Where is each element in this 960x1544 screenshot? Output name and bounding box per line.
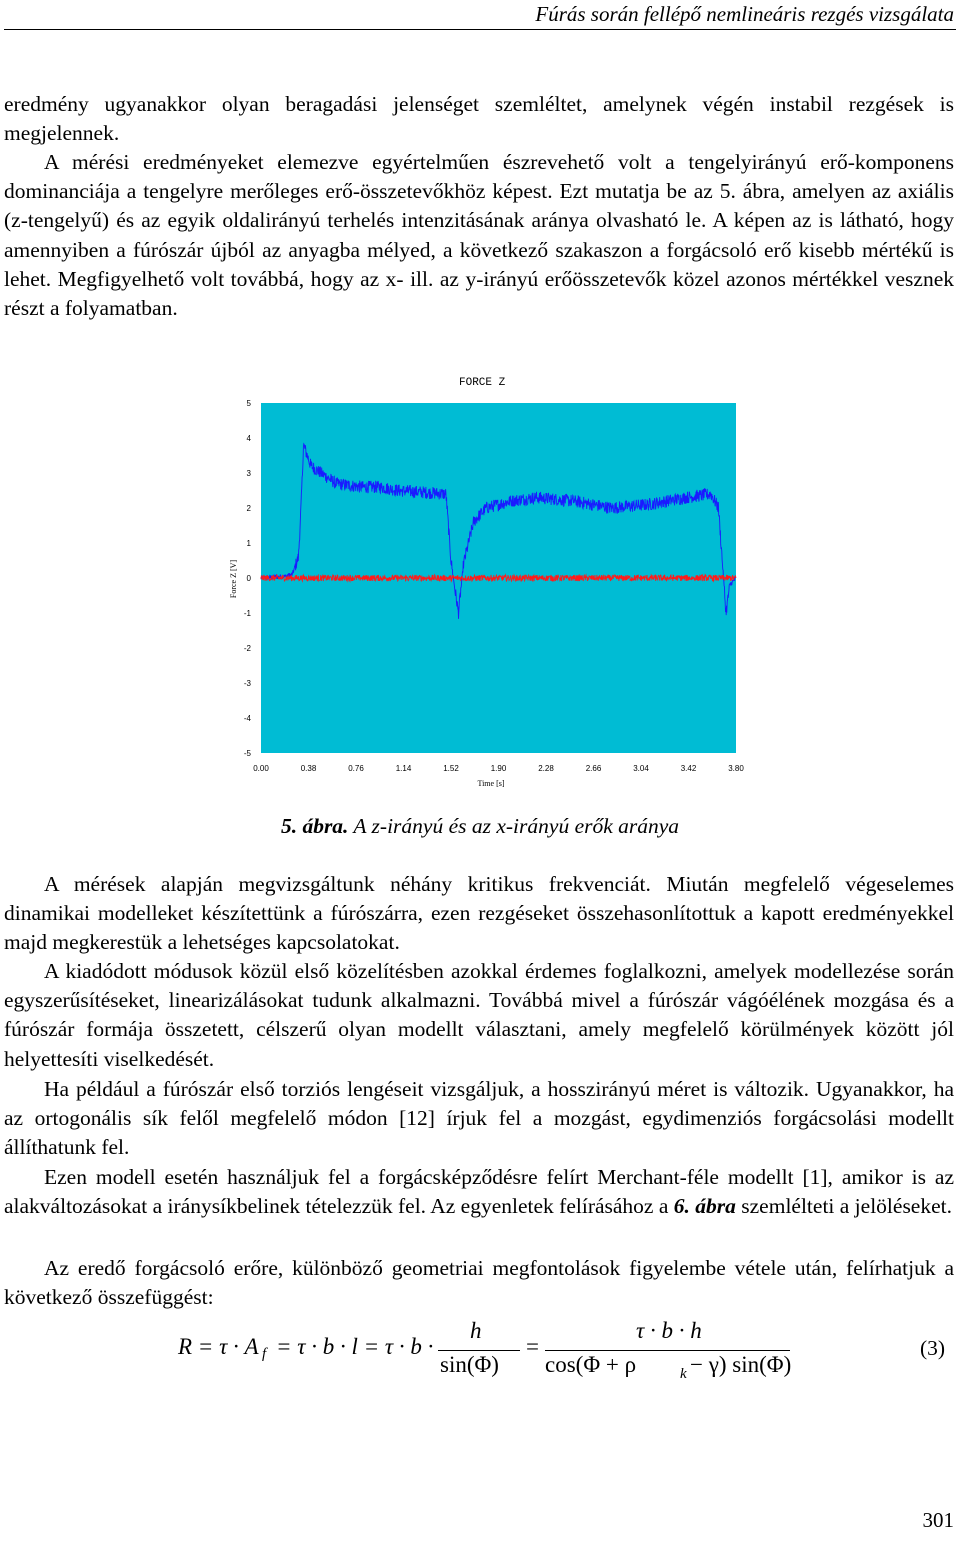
eq-den-1: sin(Φ) — [440, 1352, 499, 1377]
x-tick-label: 3.80 — [728, 764, 744, 773]
running-header-title: Fúrás során fellépő nemlineáris rezgés vizsgálata — [535, 2, 954, 26]
eq-num-2: τ · b · h — [636, 1318, 702, 1343]
chart-y-axis-label: Force Z [V] — [229, 559, 238, 599]
x-tick-label: 1.90 — [490, 764, 507, 773]
paragraph-2: A mérési eredményeket elemezve egyértelműen észrevehető volt a tengelyirányú erő-komponens dominanciája a tengelyre merőleges erő-összetevőkhöz képest. Ezt mutatja be az 5. ábra, amelyen az axiális (z-tengelyű) és az egyik oldalirányú terhelés intenzitásának aránya olvasható le. A képen az is látható, hogy amennyiben a fúrószár újból az anyagba mélyed, a következő szakaszon a forgácsoló erő kisebb mértékű is lehet. Megfigyelhető volt továbbá, hogy az x- ill. az y-irányú erőösszetevők közel azonos mértékkel vesznek részt a folyamatban. — [4, 150, 954, 321]
y-tick-label: -5 — [243, 749, 251, 758]
paragraph-7: Az eredő forgácsoló erőre, különböző geometriai megfontolások figyelembe vétele után, felírhatjuk a következő összefüggést: — [4, 1256, 954, 1310]
y-tick-label: 0 — [246, 574, 251, 583]
figure-caption — [0, 812, 960, 840]
figure-caption-number: 5. ábra. — [280, 814, 349, 838]
x-tick-label: 1.14 — [395, 764, 412, 773]
x-tick-label: 0.76 — [348, 764, 364, 773]
force-z-chart — [226, 368, 744, 794]
eq-fraction-line-2 — [545, 1350, 790, 1351]
eq-sub-k: k — [680, 1366, 687, 1382]
x-tick-label: 0.00 — [253, 764, 269, 773]
paragraph-5: Ha például a fúrószár első torziós lengéseit vizsgáljuk, a hosszirányú méret is változik. Ugyanakkor, ha az ortogonális sík felől megfelelő módon [12] írjuk fel a mozgást, egydimenziós forgácsolási modellt állíthatunk fel. — [4, 1077, 954, 1160]
paragraph-1: eredmény ugyanakkor olyan beragadási jelenséget szemléltet, amelynek végén instabil rezgések is megjelennek. — [4, 92, 954, 146]
figure-6-reference: 6. ábra — [673, 1194, 736, 1219]
chart-title: FORCE Z — [459, 377, 506, 389]
figure-5-chart — [226, 368, 744, 794]
y-tick-label: 1 — [246, 539, 251, 548]
eq-middle: = τ · b · l = τ · b · — [276, 1334, 434, 1359]
y-tick-label: 5 — [246, 399, 251, 408]
eq-den-2a: cos(Φ + ρ — [545, 1352, 637, 1377]
eq-num-1: h — [470, 1318, 482, 1343]
header-rule — [4, 29, 956, 30]
x-tick-label: 3.04 — [633, 764, 649, 773]
y-tick-label: -4 — [243, 714, 251, 723]
x-tick-label: 2.28 — [538, 764, 554, 773]
page-number: 301 — [922, 1508, 954, 1532]
y-tick-label: 3 — [246, 469, 251, 478]
paragraph-6-part-a: Ezen modell esetén használjuk fel a forgácsképződésre felírt Merchant-féle modellt [1], amikor is az alakváltozásokat a iránysíkbelinek tételezzük fel. Az egyenletek felírásához a — [4, 1165, 954, 1219]
y-tick-label: -1 — [243, 609, 251, 618]
figure-caption-text: A z-irányú és az x-irányú erők aránya — [348, 814, 680, 838]
y-tick-label: -2 — [243, 644, 251, 653]
y-tick-label: 2 — [246, 504, 251, 513]
paragraph-6-part-b: szemlélteti a jelöléseket. — [735, 1194, 952, 1219]
x-tick-label: 2.66 — [585, 764, 602, 773]
paragraph-4: A kiadódott módusok közül első közelítésben azokkal érdemes foglalkozni, amelyek modellezése során egyszerűsítéseket, linearizálásokat tudunk alkalmazni. Továbbá mivel a fúrószár vágóélének mozgása és a fúrószár formája összetett, célszerű olyan modellt választani, amely megfelelő körülmények között jól helyettesíti viselkedését. — [4, 959, 954, 1071]
eq-den-2b: − γ) sin(Φ) — [690, 1352, 792, 1377]
eq-fraction-line-1 — [438, 1350, 520, 1351]
paragraph-6 — [4, 1163, 954, 1221]
y-tick-label: -3 — [243, 679, 251, 688]
eq-label: (3) — [920, 1336, 946, 1360]
equation-3 — [0, 1316, 960, 1396]
paragraph-3: A mérések alapján megvizsgáltunk néhány kritikus frekvenciát. Miután megfelelő végeselemes dinamikai modelleket készítettünk a fúrószárra, ezen rezgéseket összehasonlítottuk a kapott eredményekkel majd megkerestük a lehetséges kapcsolatokat. — [4, 872, 954, 955]
running-header — [0, 0, 960, 30]
x-tick-label: 1.52 — [443, 764, 459, 773]
eq-sub-f: f — [262, 1346, 267, 1362]
eq-equals: = — [526, 1334, 539, 1359]
eq-lhs: R = τ · A — [178, 1334, 259, 1359]
x-tick-label: 3.42 — [680, 764, 697, 773]
chart-x-axis-label: Time [s] — [477, 779, 505, 788]
y-tick-label: 4 — [246, 434, 251, 443]
x-tick-label: 0.38 — [300, 764, 317, 773]
